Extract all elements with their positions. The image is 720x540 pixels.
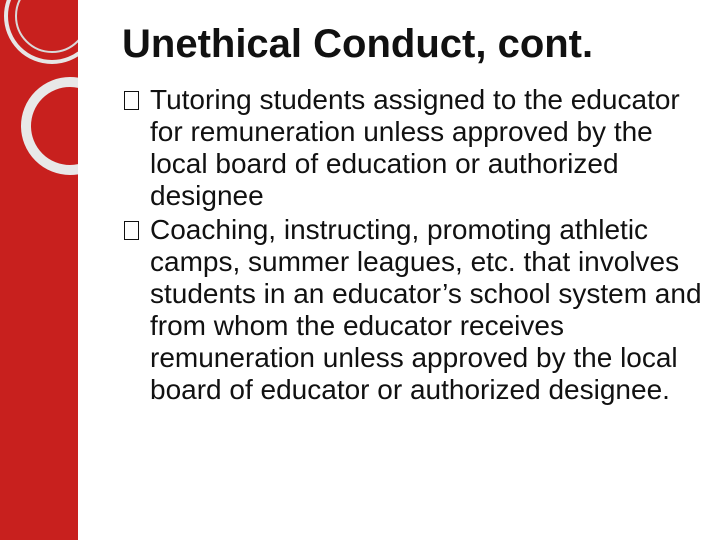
ring-inner <box>16 0 78 52</box>
bullet-text: Tutoring students assigned to the educator for remuneration unless approved by the local board of education or authorized designee <box>150 84 680 211</box>
decorative-circles <box>0 0 78 540</box>
square-bullet-icon <box>124 91 139 110</box>
bullet-item <box>128 214 708 406</box>
decorative-sidebar <box>0 0 78 540</box>
bullet-item <box>128 84 708 212</box>
square-bullet-icon <box>124 221 139 240</box>
slide-title: Unethical Conduct, cont. <box>122 22 594 66</box>
ring-thick <box>26 82 78 170</box>
bullet-list <box>128 84 708 408</box>
bullet-text: Coaching, instructing, promoting athletic camps, summer leagues, etc. that involves students in an educator’s school system and from whom the educator receives remuneration unless approved by the local board of educator or authorized designee. <box>150 214 702 405</box>
